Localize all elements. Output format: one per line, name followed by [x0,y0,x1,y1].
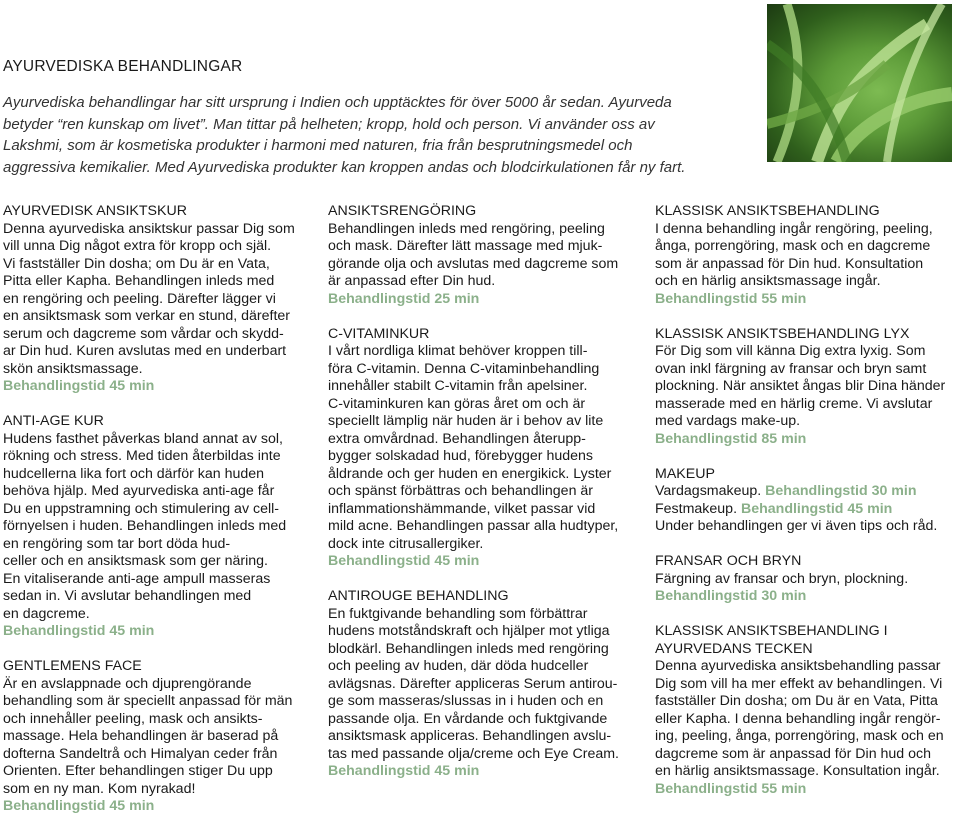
treatment-heading: ANTI-AGE KUR [3,413,104,429]
treatment-text-line: I denna behandling ingår rengöring, peeling, [655,220,933,237]
treatment-duration: Behandlingstid 55 min [655,290,807,307]
treatment-text-line: och spänst förbättras och behandlingen är [328,483,594,499]
treatment-text-line: tas med passande olja/creme och Eye Cream. [328,745,619,762]
treatment-text-line: Orienten. Efter behandlingen stiger Du upp [3,763,273,779]
treatment-text-line: hudens motståndskraft och hjälper mot ytliga [328,623,610,639]
makeup-fest-line [655,501,955,519]
intro-line: Lakshmi, som är kosmetiska produkter i harmoni med naturen, fria från besprutningsmedel och [3,137,633,154]
treatment-duration: Behandlingstid 45 min [328,553,480,569]
makeup-vardag-line [655,483,955,501]
column-right [655,203,955,816]
treatment-text-line: en dagcreme. [3,605,90,622]
treatment-text-line: dock inte citrusallergiker. [328,535,484,552]
treatment-duration: Behandlingstid 85 min [655,430,807,447]
makeup-fest-label: Festmakeup. [655,500,738,517]
treatment-duration: Behandlingstid 30 min [765,483,917,499]
treatment-section [328,588,633,781]
treatment-text-line: är anpassad efter Din hud. [328,273,496,289]
treatment-text-line: mild acne. Behandlingen passar alla hudtyper, [328,518,619,534]
treatment-text-line: en rengöring och peeling. Därefter lägger vi [3,290,276,307]
treatment-text-line: behandling som är speciellt anpassad för män [3,693,293,709]
treatment-text-line: inflammationshämmande, vilket passar vid [328,500,596,517]
treatment-text-line: Färgning av fransar och bryn, plockning. [655,570,909,587]
treatment-heading: GENTLEMENS FACE [3,658,142,674]
treatment-text-line: blodkärl. Behandlingen inleds med rengöring [328,640,609,657]
treatment-text-line: Du en uppstramning och stimulering av cell- [3,500,279,517]
treatment-text-line: och mask. Därefter lätt massage med mjuk- [328,238,603,254]
treatment-text-line: behöva hjälp. Med ayurvediska anti-age får [3,483,275,499]
treatment-text-line: fastställer Din dosha; om Du är en Vata, Pitta [655,693,938,709]
treatment-text-line: och en härlig ansiktsmassage ingår. [655,273,881,289]
treatment-text-line: ånga, porrengöring, mask och en dagcreme [655,238,931,254]
treatment-section [655,203,955,308]
column-middle [328,203,633,798]
treatment-text-line: ing, peeling, ånga, porrengöring, mask och en [655,728,944,744]
treatment-text-line: En vitaliserande anti-age ampull masseras [3,570,271,587]
treatment-section [328,326,633,571]
treatment-text-line: innehåller stabilt C-vitamin från apelsiner. [328,378,588,394]
treatment-text-line: ansiktsmask appliceras. Behandlingen avslu- [328,728,612,744]
treatment-section [3,658,305,816]
treatment-text-line: Hudens fasthet påverkas bland annat av sol, [3,430,283,447]
treatment-text-line: åldrande och ger huden en energikick. Lyster [328,465,612,482]
treatment-section [655,623,955,798]
treatment-text-line: som en ny man. Kom nyrakad! [3,780,196,797]
treatment-text-line: celler och en ansiktsmask som ger näring. [3,553,268,569]
treatment-text-line: hudcellerna lika fort och därför kan huden [3,465,265,482]
treatment-text-line: ge som masseras/slussas in i huden och en [328,693,604,709]
treatment-text-line: förnyelsen i huden. Behandlingen inleds med [3,518,287,534]
treatment-text-line: och peeling av huden, där döda hudceller [328,658,589,674]
treatment-text-line: I vårt nordliga klimat behöver kroppen till- [328,343,588,359]
treatment-text-line: plockning. När ansiktet ångas blir Dina händer [655,378,946,394]
treatment-section [3,413,305,641]
intro-line: betyder “ren kunskap om livet”. Man tittar på helheten; kropp, hold och person. Vi använder oss av [3,115,655,133]
treatment-text-line: serum och dagcreme som vårdar och skydd- [3,325,284,342]
treatment-text-line: Dig som vill ha mer effekt av behandlingen. Vi [655,675,943,692]
treatment-text-line: rökning och stress. Med tiden återbildas inte [3,448,281,464]
treatment-section [655,466,955,536]
treatment-text-line: Denna ayurvediska ansiktsbehandling passar [655,658,941,674]
treatment-text-line: En fuktgivande behandling som förbättrar [328,605,588,622]
treatment-duration: Behandlingstid 45 min [3,623,155,639]
treatment-heading: FRANSAR OCH BRYN [655,553,802,569]
treatment-heading: ANSIKTSRENGÖRING [328,203,477,219]
treatment-duration: Behandlingstid 45 min [3,798,155,814]
intro-text [3,92,758,178]
treatment-heading: ANTIROUGE BEHANDLING [328,588,509,604]
treatment-text-line: Denna ayurvediska ansiktskur passar Dig som [3,220,295,237]
treatment-heading: KLASSISK ANSIKTSBEHANDLING [655,203,880,219]
treatment-heading: MAKEUP [655,465,715,482]
treatment-heading: C-VITAMINKUR [328,325,430,342]
intro-line: aggressiva kemikalier. Med Ayurvediska produkter kan kroppen andas och blodcirkulationen får ny fart. [3,158,686,176]
treatment-text-line: massage. Hela behandlingen är baserad på [3,728,279,744]
treatment-text-line: Är en avslappnade och djuprengörande [3,675,252,692]
treatment-text-line: För Dig som vill känna Dig extra lyxig. Som [655,343,926,359]
aloe-vera-image [767,4,952,162]
treatment-heading: AYURVEDISK ANSIKTSKUR [3,203,187,219]
treatment-text-line: ar Din hud. Kuren avslutas med en underbart [3,343,287,359]
treatment-duration: Behandlingstid 55 min [655,780,807,797]
treatment-section [3,203,305,396]
treatment-duration: Behandlingstid 25 min [328,290,480,307]
treatment-text-line: föra C-vitamin. Denna C-vitaminbehandling [328,360,600,377]
treatment-section [328,203,633,308]
column-left [3,203,305,833]
treatment-duration: Behandlingstid 30 min [655,588,807,604]
treatment-heading: KLASSISK ANSIKTSBEHANDLING LYX [655,325,910,342]
treatment-text-line: masserade med en härlig creme. Vi avslutar [655,395,933,412]
treatment-text-line: speciellt lämplig när huden är i behov av lite [328,413,604,429]
treatment-text-line: som är anpassad för Din hud. Konsultation [655,255,924,272]
treatment-text-line: en härlig ansiktsmassage. Konsultation ingår. [655,763,940,779]
treatment-duration: Behandlingstid 45 min [328,763,480,779]
makeup-note: Under behandlingen ger vi även tips och råd. [655,518,938,534]
treatment-text-line: avlägsnas. Därefter appliceras Serum antirou- [328,675,618,692]
treatment-text-line: eller Kapha. I denna behandling ingår rengör- [655,710,941,727]
treatment-text-line: C-vitaminkuren kan göras året om och är [328,395,586,412]
intro-line: Ayurvediska behandlingar har sitt ursprung i Indien och upptäcktes för över 5000 år sedan. Ayurveda [3,94,672,111]
treatment-heading: AYURVEDANS TECKEN [655,640,813,657]
treatment-section [655,326,955,449]
treatment-text-line: passande olja. En vårdande och fuktgivande [328,710,608,727]
treatment-text-line: dofterna Sandeltrå och Himalyan ceder från [3,745,278,762]
treatment-section [655,553,955,606]
treatment-text-line: vill unna Dig något extra för kropp och själ. [3,238,272,254]
treatment-text-line: ovan inkl färgning av fransar och bryn samt [655,360,927,377]
page-title: AYURVEDISKA BEHANDLINGAR [3,58,243,75]
treatment-duration: Behandlingstid 45 min [3,378,155,394]
makeup-vardag-label: Vardagsmakeup. [655,483,762,499]
treatment-text-line: Vi fastställer Din dosha; om Du är en Vata, [3,255,270,272]
treatment-text-line: en ansiktsmask som verkar en stund, därefter [3,308,291,324]
treatment-text-line: dagcreme som är anpassad för Din hud och [655,745,932,762]
treatment-text-line: Pitta eller Kapha. Behandlingen inleds med [3,273,275,289]
treatment-text-line: med vardags make-up. [655,413,801,429]
treatment-text-line: och innehåller peeling, mask och ansikts- [3,710,263,727]
treatment-text-line: görande olja och avslutas med dagcreme som [328,255,619,272]
treatment-duration: Behandlingstid 45 min [740,500,893,517]
treatment-text-line: en rengöring som tar bort döda hud- [3,535,231,552]
treatment-heading: KLASSISK ANSIKTSBEHANDLING I [655,623,888,639]
treatment-text-line: Behandlingen inleds med rengöring, peeling [328,220,605,237]
treatment-text-line: extra omvårdnad. Behandlingen återupp- [328,430,586,447]
treatment-text-line: bygger solskadad hud, förebygger hudens [328,448,594,464]
treatment-text-line: sedan in. Vi avslutar behandlingen med [3,588,252,604]
treatment-text-line: skön ansiktsmassage. [3,360,143,377]
